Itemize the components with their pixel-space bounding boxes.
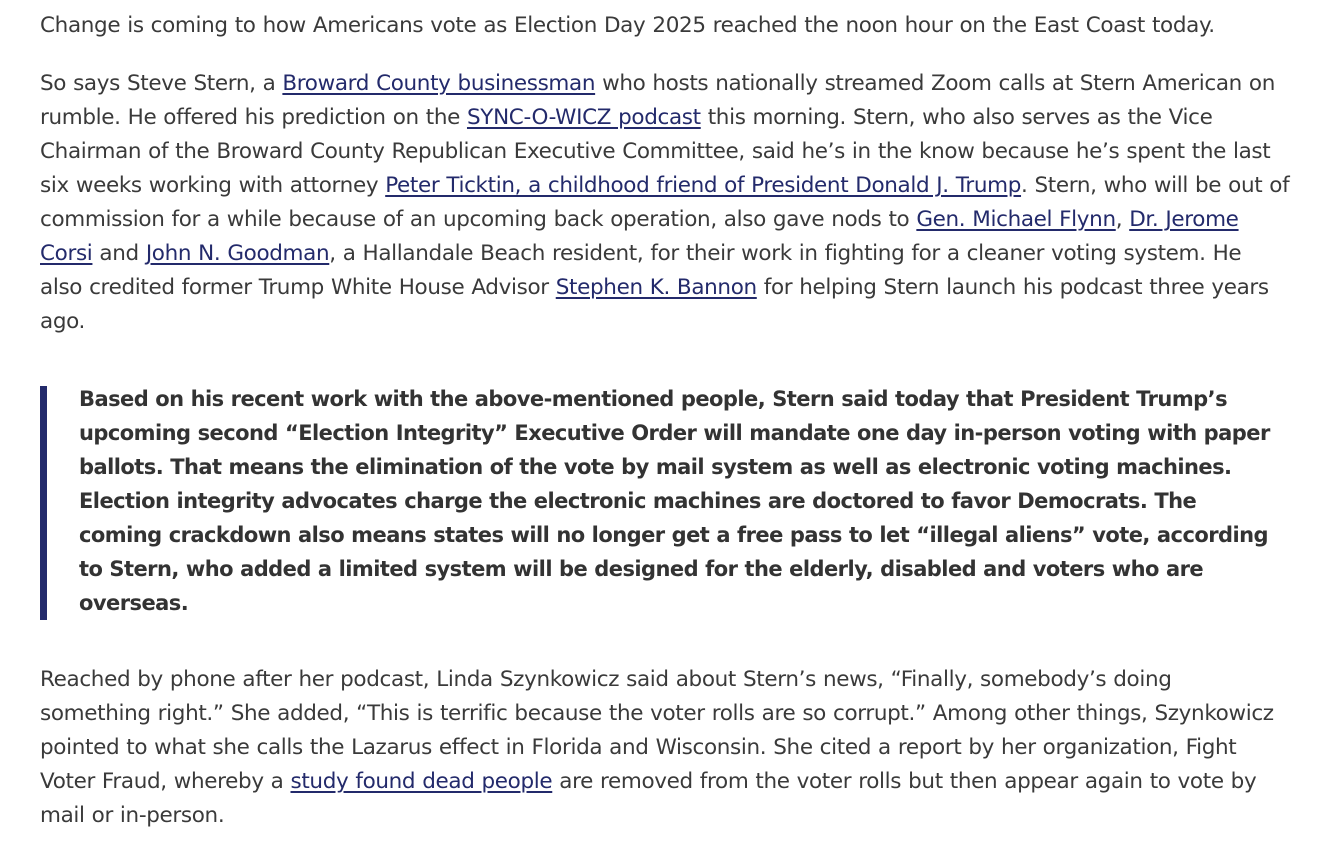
text-span: this morning. Stern, who also serves as the Vice Chairman of the Broward County Republican Executive Committee, said he’s in the know because he’s spent the last six weeks working with attorney (40, 105, 1271, 198)
link-michael-flynn[interactable]: Gen. Michael Flynn (916, 207, 1116, 232)
text-span: who hosts nationally streamed Zoom calls at Stern American on rumble. He offered his prediction on the (40, 71, 1276, 130)
text-span: , (1115, 207, 1130, 232)
lead-text: Change is coming to how Americans vote as Election Day 2025 reached the noon hour on the East Coast today. (40, 13, 1215, 38)
text-span: and (92, 241, 146, 266)
pull-quote-text: Based on his recent work with the above-mentioned people, Stern said today that President Trump’s upcoming second “Election Integrity” Executive Order will mandate one day in-person voting with paper ballots. That means the elimination of the vote by mail system as well as electronic voting machines. Election integrity advocates charge the electronic machines are doctored to favor Democrats. The coming crackdown also means states will no longer get a free pass to let “illegal aliens” vote, according to Stern, who added a limited system will be designed for the elderly, disabled and voters who are overseas. (79, 387, 1270, 615)
text-span: are removed from the voter rolls but then appear again to vote by mail or in-person. (40, 769, 1257, 828)
text-span: So says Steve Stern, a (40, 71, 283, 96)
text-span: . Stern, who will be out of commission for a while because of an upcoming back operation, also gave nods to (40, 173, 1290, 232)
text-span: for helping Stern launch his podcast three years ago. (40, 275, 1269, 334)
paragraph-stern-intro (40, 67, 1290, 339)
link-john-goodman[interactable]: John N. Goodman (145, 241, 330, 266)
link-stephen-bannon[interactable]: Stephen K. Bannon (555, 275, 757, 300)
link-jerome-corsi[interactable]: Dr. Jerome Corsi (40, 207, 1239, 266)
lead-paragraph (40, 9, 1290, 43)
link-peter-ticktin[interactable]: Peter Ticktin, a childhood friend of President Donald J. Trump (385, 173, 1022, 198)
link-sync-o-wicz-podcast[interactable]: SYNC-O-WICZ podcast (466, 105, 701, 130)
paragraph-szynkowicz (40, 663, 1285, 833)
text-span: , a Hallandale Beach resident, for their work in fighting for a cleaner voting system. He also credited former Trump White House Advisor (40, 241, 1242, 300)
text-span: Reached by phone after her podcast, Linda Szynkowicz said about Stern’s news, “Finally, somebody’s doing something right.” She added, “This is terrific because the voter rolls are so corrupt.” Among other things, Szynkowicz pointed to what she calls the Lazarus effect in Florida and Wisconsin. She cited a report by her organization, Fight Voter Fraud, whereby a (40, 667, 1274, 794)
link-broward-county-businessman[interactable]: Broward County businessman (282, 71, 596, 96)
link-study-found-dead-people[interactable]: study found dead people (290, 769, 553, 794)
pull-quote (40, 386, 1280, 620)
